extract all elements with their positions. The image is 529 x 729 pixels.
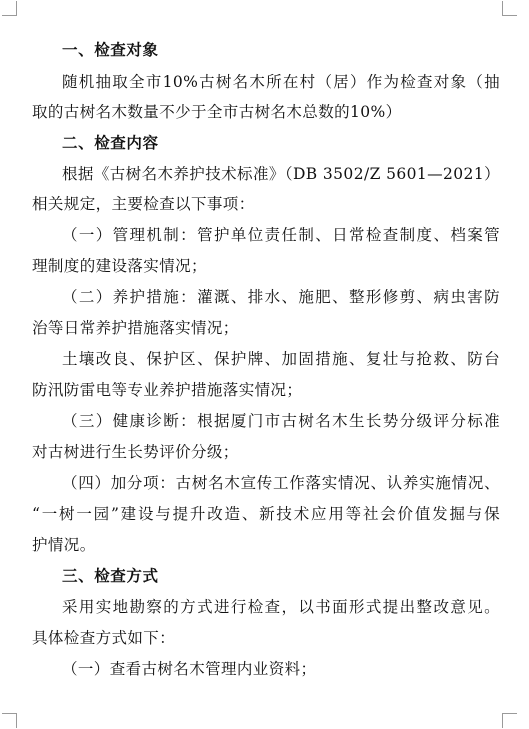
crop-mark-bottom-left	[2, 713, 17, 728]
section-3-title: 三、检查方式	[62, 567, 159, 585]
paragraph-line: 随机抽取全市10%古树名木所在村（居）作为检查对象（抽	[62, 73, 500, 91]
paragraph-line: 根据《古树名木养护技术标准》（DB 3502/Z 5601—2021）	[62, 165, 500, 183]
list-item-line: 护情况。	[32, 536, 96, 554]
paragraph-line: 土壤改良、保护区、保护牌、加固措施、复壮与抢救、防台	[62, 350, 500, 368]
list-item-line: 理制度的建设落实情况；	[32, 257, 207, 275]
crop-mark-bottom-right	[502, 713, 517, 728]
list-item-line: “一树一园”建设与提升改造、新技术应用等社会价值发掘与保	[32, 505, 500, 523]
section-2-title: 二、检查内容	[62, 134, 159, 152]
paragraph-line: 相关规定，主要检查以下事项：	[32, 195, 255, 213]
list-item-line: （一）管理机制：管护单位责任制、日常检查制度、档案管	[62, 226, 500, 244]
paragraph-line: 取的古树名木数量不少于全市古树名木总数的10%）	[32, 103, 402, 121]
paragraph-line: 防汛防雷电等专业养护措施落实情况；	[32, 381, 303, 399]
list-item-line: （三）健康诊断：根据厦门市古树名木生长势分级评分标准	[62, 412, 500, 430]
list-item-line: 治等日常养护措施落实情况；	[32, 319, 239, 337]
list-item-line: （二）养护措施：灌溉、排水、施肥、整形修剪、病虫害防	[62, 288, 500, 306]
crop-mark-top-left	[2, 1, 17, 16]
list-item-line: 对古树进行生长势评价分级；	[32, 443, 239, 461]
section-1-title: 一、检查对象	[62, 41, 159, 59]
list-item-line: （四）加分项：古树名木宣传工作落实情况、认养实施情况、	[62, 474, 500, 492]
list-item-line: （一）查看古树名木管理内业资料；	[62, 660, 317, 678]
paragraph-line: 采用实地勘察的方式进行检查，以书面形式提出整改意见。	[62, 598, 500, 616]
paragraph-line: 具体检查方式如下：	[32, 629, 176, 647]
crop-mark-top-right	[502, 1, 517, 16]
